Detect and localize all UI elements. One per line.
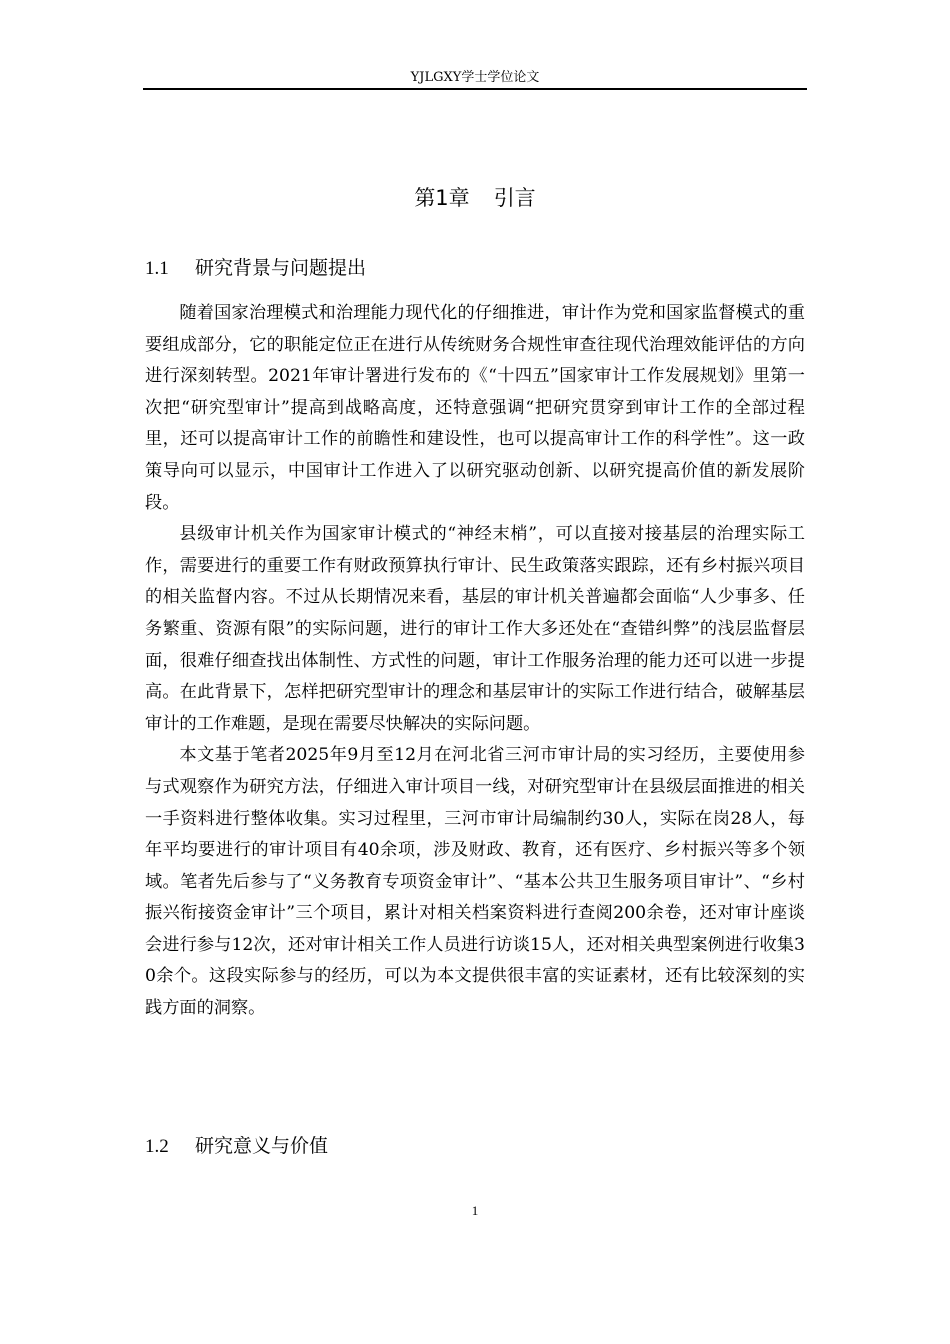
chapter-number: 第1章	[414, 186, 470, 210]
section-heading-1-2	[145, 1133, 328, 1160]
chapter-title: 引言	[493, 186, 536, 210]
section-body-1-1	[145, 298, 805, 1025]
header-rule	[143, 88, 807, 90]
page-number: 1	[471, 1203, 479, 1218]
section-number: 1.1	[145, 258, 169, 279]
running-header: YJLGXY学士学位论文	[410, 70, 540, 85]
paragraph-county-audit: 县级审计机关作为国家审计模式的“神经末梢”，可以直接对接基层的治理实际工作，需要进行的重要工作有财政预算执行审计、民生政策落实跟踪，还有乡村振兴项目的相关监督内容。不过从长期情况来看，基层的审计机关普遍都会面临“人少事多、任务繁重、资源有限”的实际问题，进行的审计工作大多还处在“查错纠弊”的浅层监督层面，很难仔细查找出体制性、方式性的问题，审计工作服务治理的能力还可以进一步提高。在此背景下，怎样把研究型审计的理念和基层审计的实际工作进行结合，破解基层审计的工作难题，是现在需要尽快解决的实际问题。	[145, 524, 805, 734]
chapter-heading	[143, 184, 807, 212]
section-number: 1.2	[145, 1136, 169, 1157]
section-title: 研究意义与价值	[195, 1135, 329, 1157]
paragraph-background: 随着国家治理模式和治理能力现代化的仔细推进，审计作为党和国家监督模式的重要组成部分，它的职能定位正在进行从传统财务合规性审查往现代治理效能评估的方向进行深刻转型。2021年审计署进行发布的《“十四五”国家审计工作发展规划》里第一次把“研究型审计”提高到战略高度，还特意强调“把研究贯穿到审计工作的全部过程里，还可以提高审计工作的前瞻性和建设性，也可以提高审计工作的科学性”。这一政策导向可以显示，中国审计工作进入了以研究驱动创新、以研究提高价值的新发展阶段。	[145, 303, 805, 513]
section-heading-1-1	[145, 255, 366, 282]
paragraph-internship: 本文基于笔者2025年9月至12月在河北省三河市审计局的实习经历，主要使用参与式观察作为研究方法，仔细进入审计项目一线，对研究型审计在县级层面推进的相关一手资料进行整体收集。实习过程里，三河市审计局编制约30人，实际在岗28人，每年平均要进行的审计项目有40余项，涉及财政、教育，还有医疗、乡村振兴等多个领域。笔者先后参与了“义务教育专项资金审计”、“基本公共卫生服务项目审计”、“乡村振兴衔接资金审计”三个项目，累计对相关档案资料进行查阅200余卷，还对审计座谈会进行参与12次，还对审计相关工作人员进行访谈15人，还对相关典型案例进行收集30余个。这段实际参与的经历，可以为本文提供很丰富的实证素材，还有比较深刻的实践方面的洞察。	[145, 745, 805, 1019]
section-title: 研究背景与问题提出	[195, 257, 367, 279]
